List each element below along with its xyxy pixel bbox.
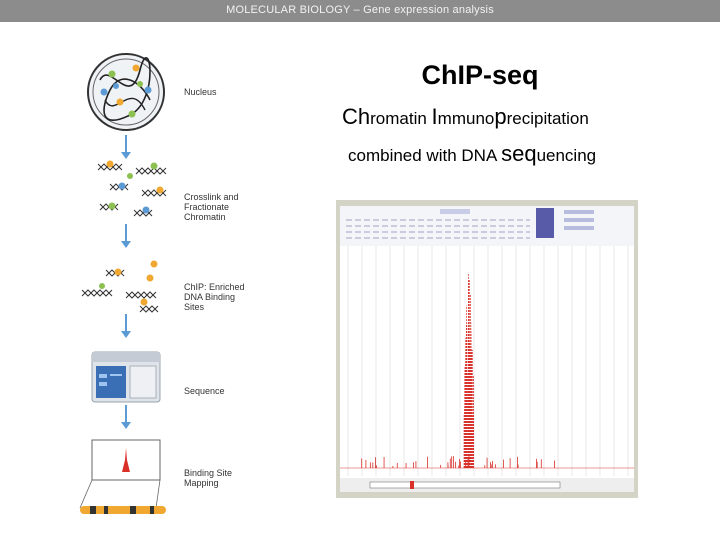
step-label-mapping: Binding Site Mapping (184, 468, 233, 488)
slide-title: ChIP-seq (421, 60, 539, 90)
step-label-chip: ChIP: Enriched DNA Binding Sites (184, 282, 245, 312)
subtitle-2-part: uencing (536, 146, 597, 165)
subtitle-1-part: Ch (342, 104, 371, 129)
subtitle-line-1 (342, 104, 589, 130)
subtitle-2-part: seq (501, 141, 537, 166)
binding-site-map-icon (80, 440, 166, 514)
nucleus-icon (88, 54, 164, 130)
bound-protein-icon (99, 261, 158, 306)
top-bar (0, 0, 720, 22)
enriched-dna-icon (82, 270, 158, 312)
subtitle-1-part: mmuno (437, 109, 495, 128)
subtitle-line-2 (348, 141, 596, 167)
step-label-nucleus: Nucleus (184, 87, 217, 97)
subtitle-2-part: combined with DNA (348, 146, 502, 165)
subtitle-1-part: romatin (370, 109, 432, 128)
genome-browser-plot (340, 206, 634, 492)
genome-browser-panel (340, 206, 634, 492)
step-label-sequence: Sequence (184, 386, 225, 396)
genome-browser-screenshot (336, 200, 638, 498)
header-title: MOLECULAR BIOLOGY – Gene expression analysis (226, 4, 494, 16)
step-label-crosslink: Crosslink and Fractionate Chromatin (184, 192, 239, 222)
dna-fragments-icon (98, 164, 166, 216)
subtitle-1-part: p (494, 104, 507, 129)
sequencer-icon (92, 352, 160, 402)
subtitle-1-part: recipitation (506, 109, 589, 128)
subtitle-1-part: I (431, 104, 438, 129)
chip-seq-workflow (70, 40, 340, 530)
